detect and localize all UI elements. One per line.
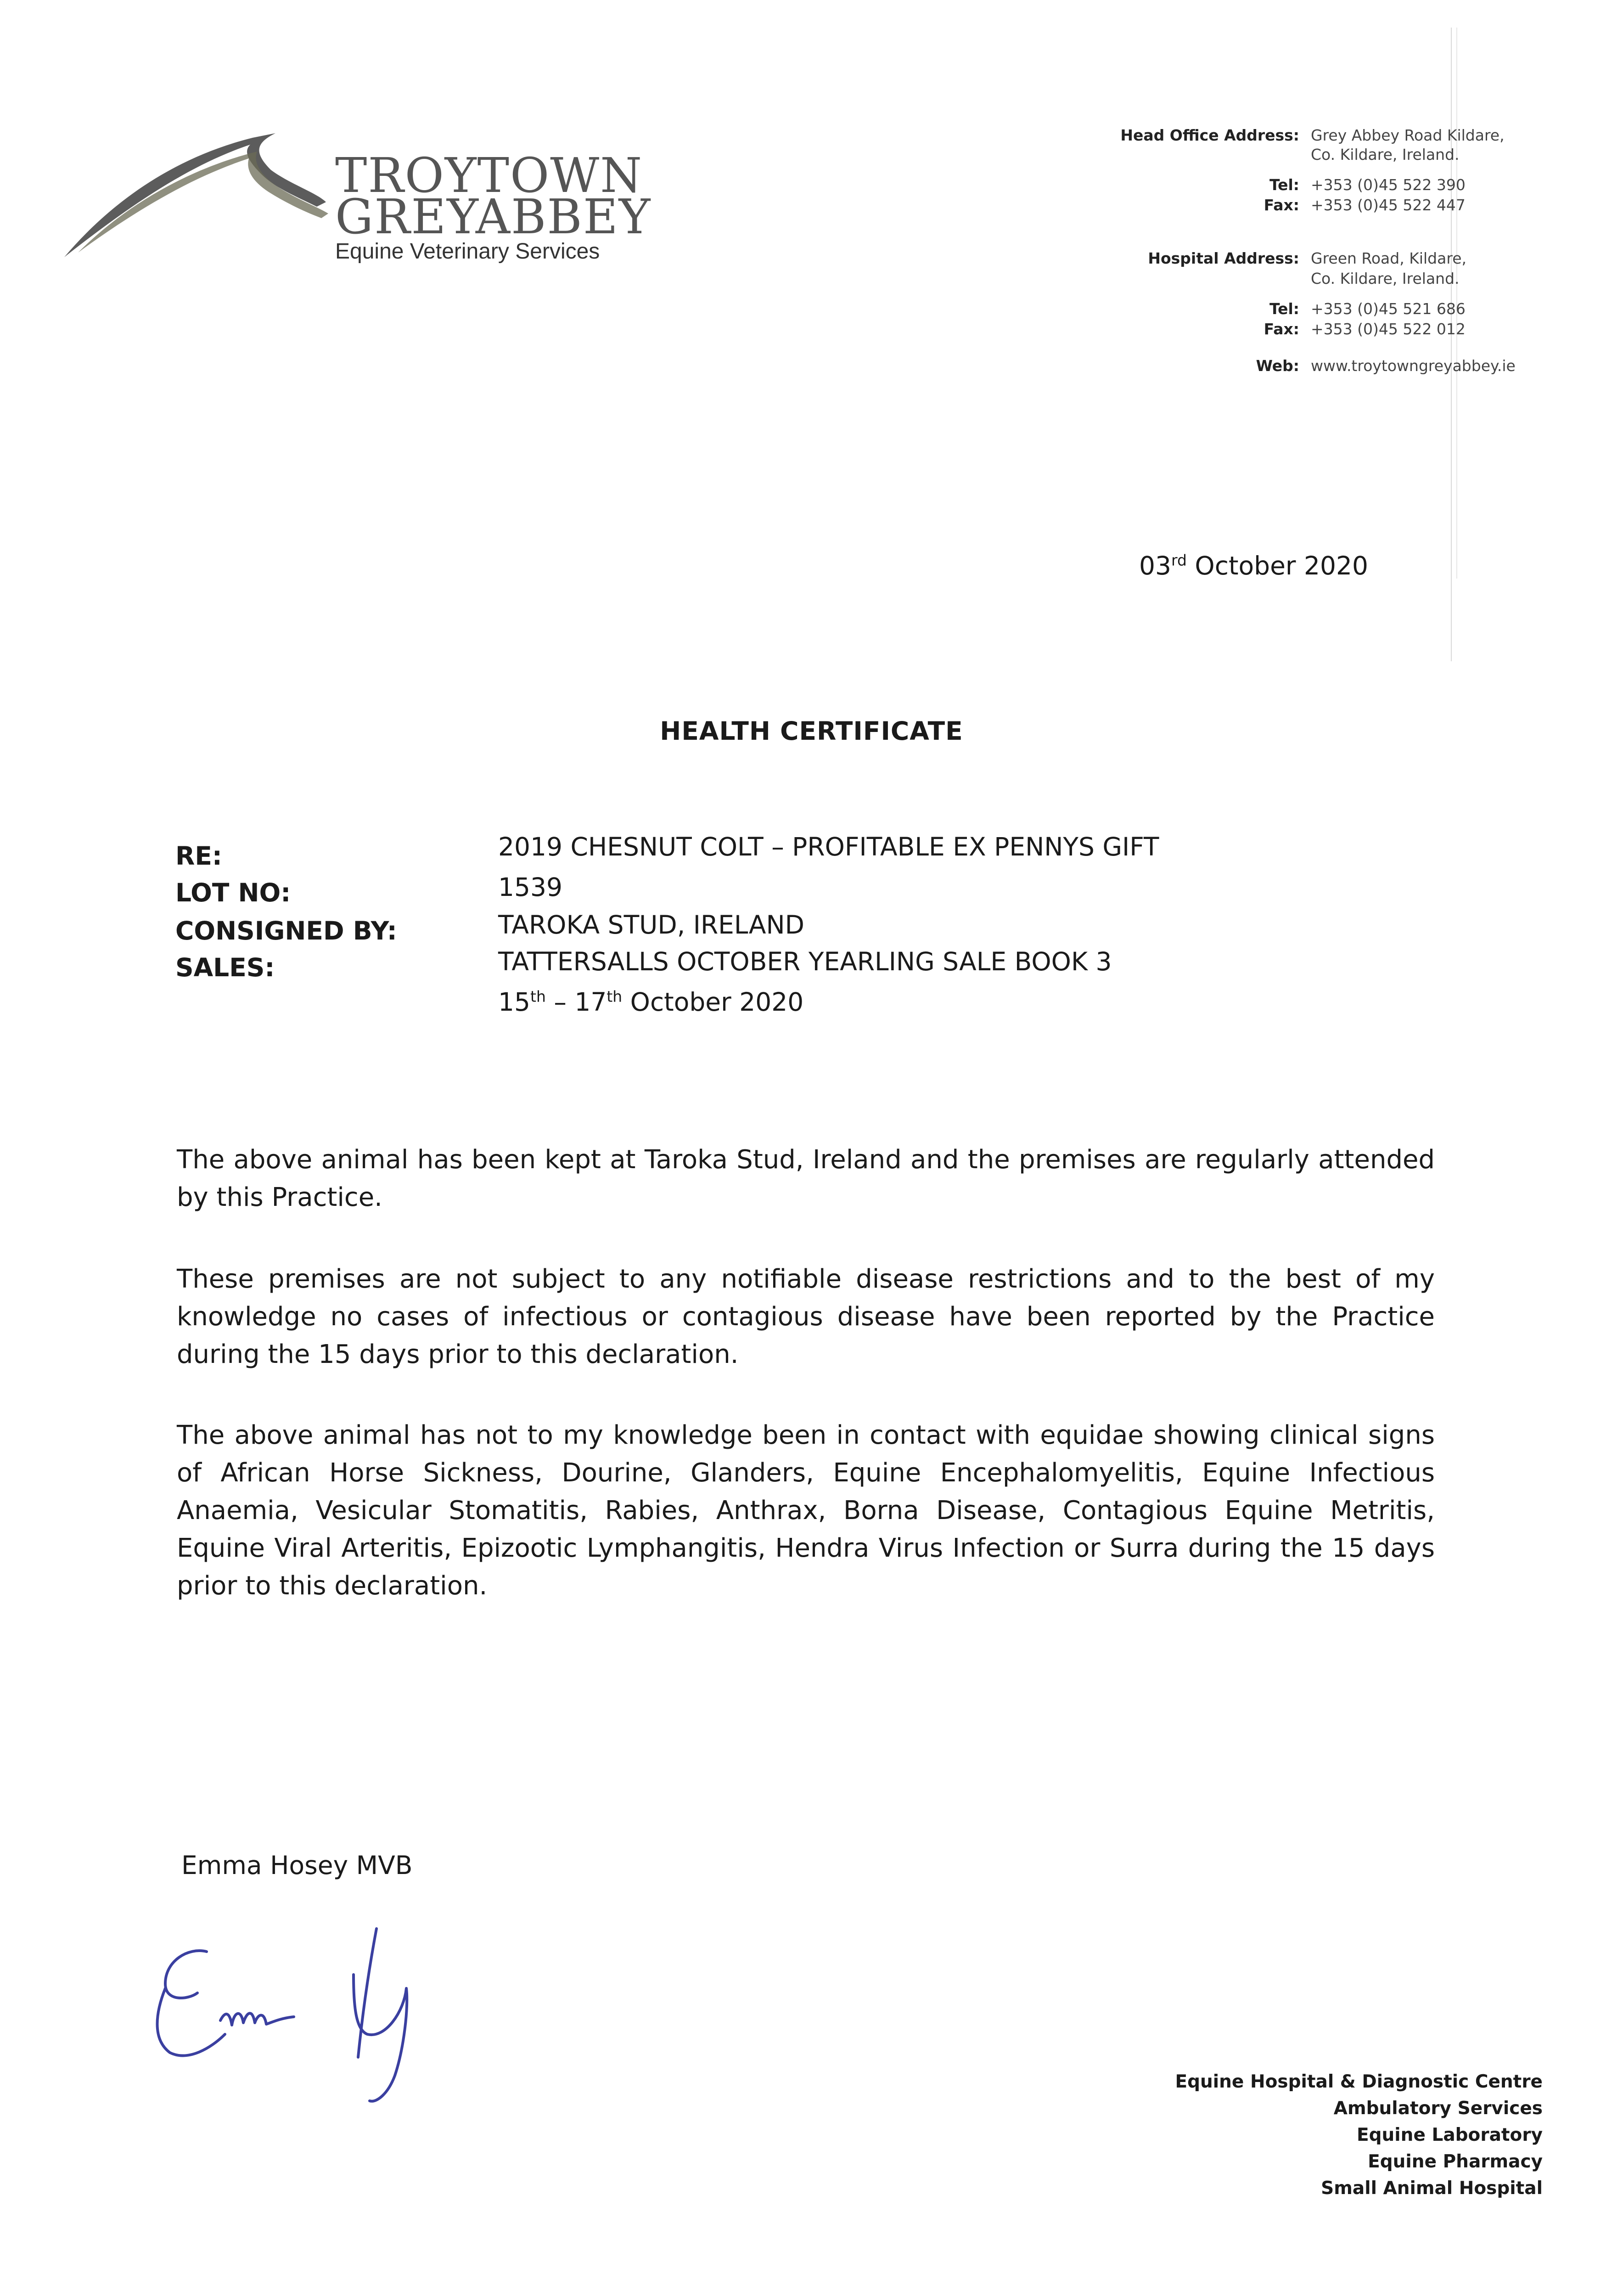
head-office-tel: +353 (0)45 522 390 (1311, 176, 1466, 194)
sales-label: SALES: (175, 953, 275, 982)
hospital-label: Hospital Address: (1148, 249, 1299, 267)
sales-value: TATTERSALLS OCTOBER YEARLING SALE BOOK 3 (498, 947, 1112, 976)
hospital-fax: +353 (0)45 522 012 (1311, 320, 1466, 338)
re-label: RE: (175, 841, 222, 871)
paragraph-no-contact: The above animal has not to my knowledge been in contact with equidae showing clinical signs of African Horse Sickness, Dourine, Glanders, Equine Encephalomyelitis, Equine Infectious Anaemia, Vesicular Stomatitis, Rabies, Anthrax, Borna Disease, Contagious Equine Metritis, Equine Viral Arteritis, Epizootic Lymphangitis, Hendra Virus Infection or Surra during the 15 days prior to this declaration. (177, 1420, 1435, 1601)
head-office-address-line1: Grey Abbey Road Kildare, (1311, 126, 1505, 144)
sales-date-rest: October 2020 (622, 987, 804, 1017)
service-item: Ambulatory Services (1333, 2098, 1543, 2119)
services-list (1175, 2069, 1543, 2202)
logo-text-troytown: TROYTOWN (335, 147, 643, 203)
hospital-address-line1: Green Road, Kildare, (1311, 249, 1466, 267)
document-title: HEALTH CERTIFICATE (660, 716, 963, 746)
service-item: Equine Hospital & Diagnostic Centre (1175, 2071, 1543, 2092)
letter-date (1139, 551, 1368, 580)
sales-date-start-suffix: th (530, 987, 546, 1006)
head-office-tel-label: Tel: (1269, 176, 1299, 194)
sales-date-start: 15 (498, 987, 530, 1017)
hospital-address-line2: Co. Kildare, Ireland. (1311, 270, 1460, 287)
hospital-tel-label: Tel: (1269, 300, 1299, 318)
logo-tagline: Equine Veterinary Services (335, 239, 600, 264)
sales-dates (498, 987, 803, 1017)
handwritten-signature (138, 1919, 459, 2112)
service-item: Equine Laboratory (1356, 2125, 1543, 2145)
lot-value: 1539 (498, 872, 562, 902)
head-office-address-line2: Co. Kildare, Ireland. (1311, 146, 1460, 163)
sales-date-end-suffix: th (607, 987, 623, 1006)
head-office-fax-label: Fax: (1264, 196, 1299, 214)
date-day: 03 (1139, 551, 1172, 580)
service-item: Small Animal Hospital (1321, 2178, 1543, 2199)
web-url[interactable]: www.troytowngreyabbey.ie (1311, 357, 1516, 375)
re-value: 2019 CHESNUT COLT – PROFITABLE EX PENNYS GIFT (498, 832, 1159, 861)
sales-date-end: – 17 (545, 987, 607, 1017)
hospital-fax-label: Fax: (1264, 320, 1299, 338)
service-item: Equine Pharmacy (1368, 2151, 1543, 2172)
date-rest: October 2020 (1186, 551, 1368, 580)
consigned-label: CONSIGNED BY: (175, 916, 397, 945)
date-suffix: rd (1171, 551, 1187, 569)
logo-text-greyabbey: GREYABBEY (335, 189, 651, 245)
consigned-value: TAROKA STUD, IRELAND (498, 910, 804, 940)
lot-label: LOT NO: (175, 878, 291, 907)
hospital-tel: +353 (0)45 521 686 (1311, 300, 1466, 318)
web-label: Web: (1256, 357, 1299, 375)
head-office-fax: +353 (0)45 522 447 (1311, 196, 1466, 214)
signer-name: Emma Hosey MVB (181, 1851, 413, 1880)
scan-artifact (1451, 28, 1452, 661)
paragraph-kept-at: The above animal has been kept at Taroka Stud, Ireland and the premises are regularly attended by this Practice. (177, 1145, 1435, 1212)
head-office-label: Head Office Address: (1120, 126, 1299, 144)
paragraph-no-restrictions: These premises are not subject to any notifiable disease restrictions and to the best of my knowledge no cases of infectious or contagious disease have been reported by the Practice during the 15 days prior to this declaration. (177, 1264, 1435, 1369)
logo-swoosh-icon (60, 124, 331, 262)
